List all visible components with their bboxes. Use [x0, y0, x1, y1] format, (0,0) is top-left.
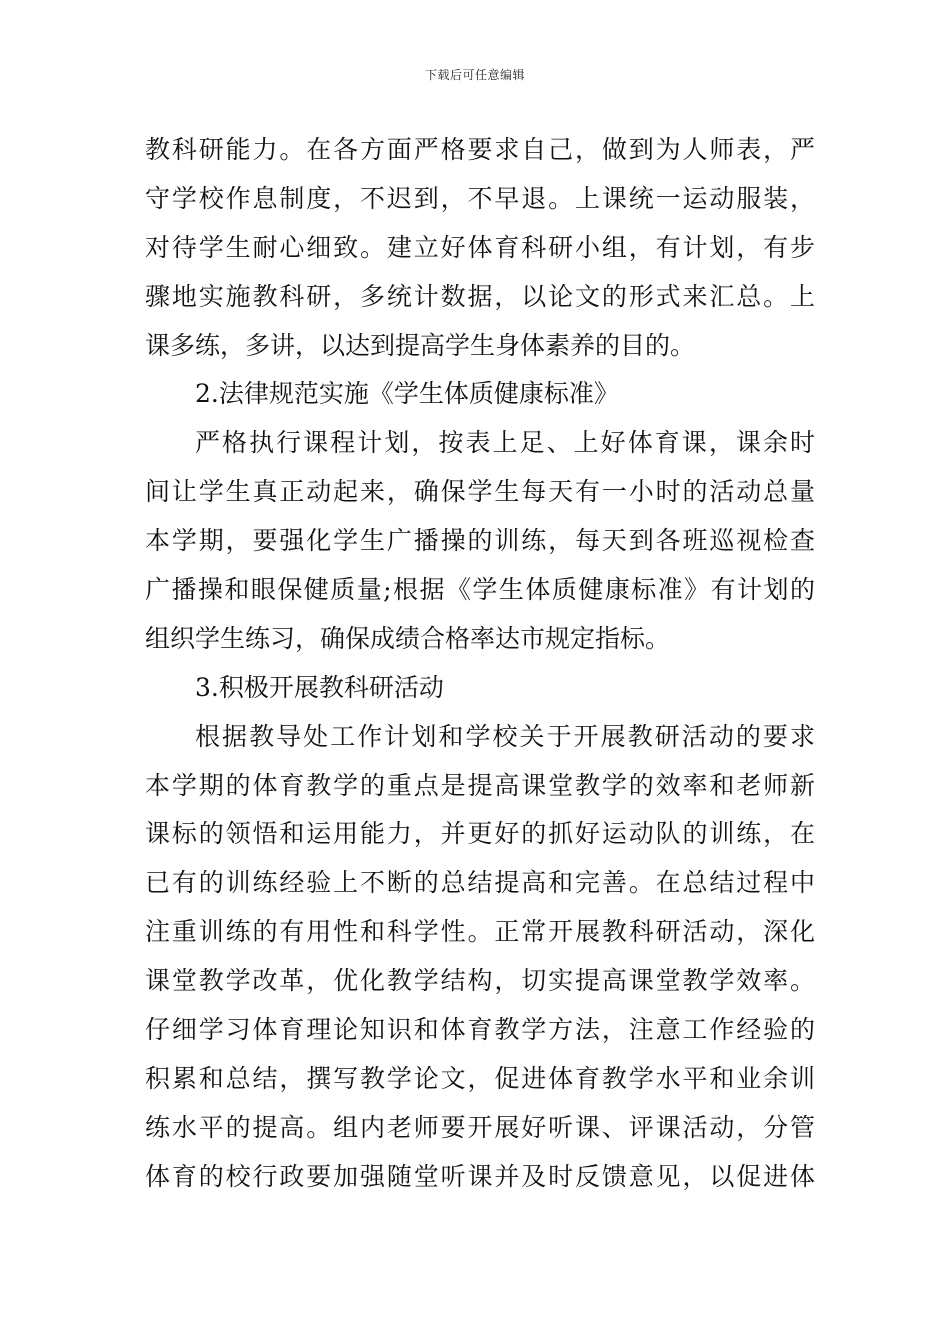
- text-line: 本学期，要强化学生广播操的训练，每天到各班巡视检查: [145, 526, 815, 556]
- text-line: 注重训练的有用性和科学性。正常开展教科研活动，深化: [145, 917, 815, 947]
- paragraph: [145, 126, 815, 370]
- paragraph: [145, 419, 815, 663]
- text-line: 课标的领悟和运用能力，并更好的抓好运动队的训练，在: [145, 819, 815, 849]
- heading-line: 2.法律规范实施《学生体质健康标准》: [195, 379, 619, 409]
- heading-line: 3.积极开展教科研活动: [195, 672, 444, 702]
- text-line: 组织学生练习，确保成绩合格率达市规定指标。: [145, 623, 671, 653]
- section-heading: [145, 370, 815, 419]
- text-line: 间让学生真正动起来，确保学生每天有一小时的活动总量: [145, 477, 815, 507]
- text-line: 对待学生耐心细致。建立好体育科研小组，有计划，有步: [145, 232, 815, 262]
- document-body: [145, 126, 815, 1202]
- text-line: 仔细学习体育理论知识和体育教学方法，注意工作经验的: [145, 1015, 815, 1045]
- text-line: 积累和总结，撰写教学论文，促进体育教学水平和业余训: [145, 1063, 815, 1093]
- text-line: 根据教导处工作计划和学校关于开展教研活动的要求: [195, 721, 815, 751]
- text-line: 练水平的提高。组内老师要开展好听课、评课活动，分管: [145, 1112, 815, 1142]
- text-line: 体育的校行政要加强随堂听课并及时反馈意见，以促进体: [145, 1161, 815, 1191]
- page-header-note: 下载后可任意编辑: [424, 68, 525, 82]
- text-line: 课堂教学改革，优化教学结构，切实提高课堂教学效率。: [145, 966, 815, 996]
- section-heading: [145, 664, 815, 713]
- text-line: 教科研能力。在各方面严格要求自己，做到为人师表，严: [145, 135, 815, 164]
- text-line: 广播操和眼保健质量;根据《学生体质健康标准》有计划的: [145, 575, 815, 605]
- paragraph: [145, 713, 815, 1202]
- text-line: 严格执行课程计划，按表上足、上好体育课，课余时: [195, 428, 815, 458]
- text-line: 骤地实施教科研，多统计数据，以论文的形式来汇总。上: [145, 281, 815, 311]
- text-line: 本学期的体育教学的重点是提高课堂教学的效率和老师新: [145, 770, 815, 800]
- text-line: 守学校作息制度，不迟到，不早退。上课统一运动服装，: [145, 183, 815, 213]
- text-line: 已有的训练经验上不断的总结提高和完善。在总结过程中: [145, 868, 815, 898]
- text-line: 课多练，多讲，以达到提高学生身体素养的目的。: [145, 330, 696, 360]
